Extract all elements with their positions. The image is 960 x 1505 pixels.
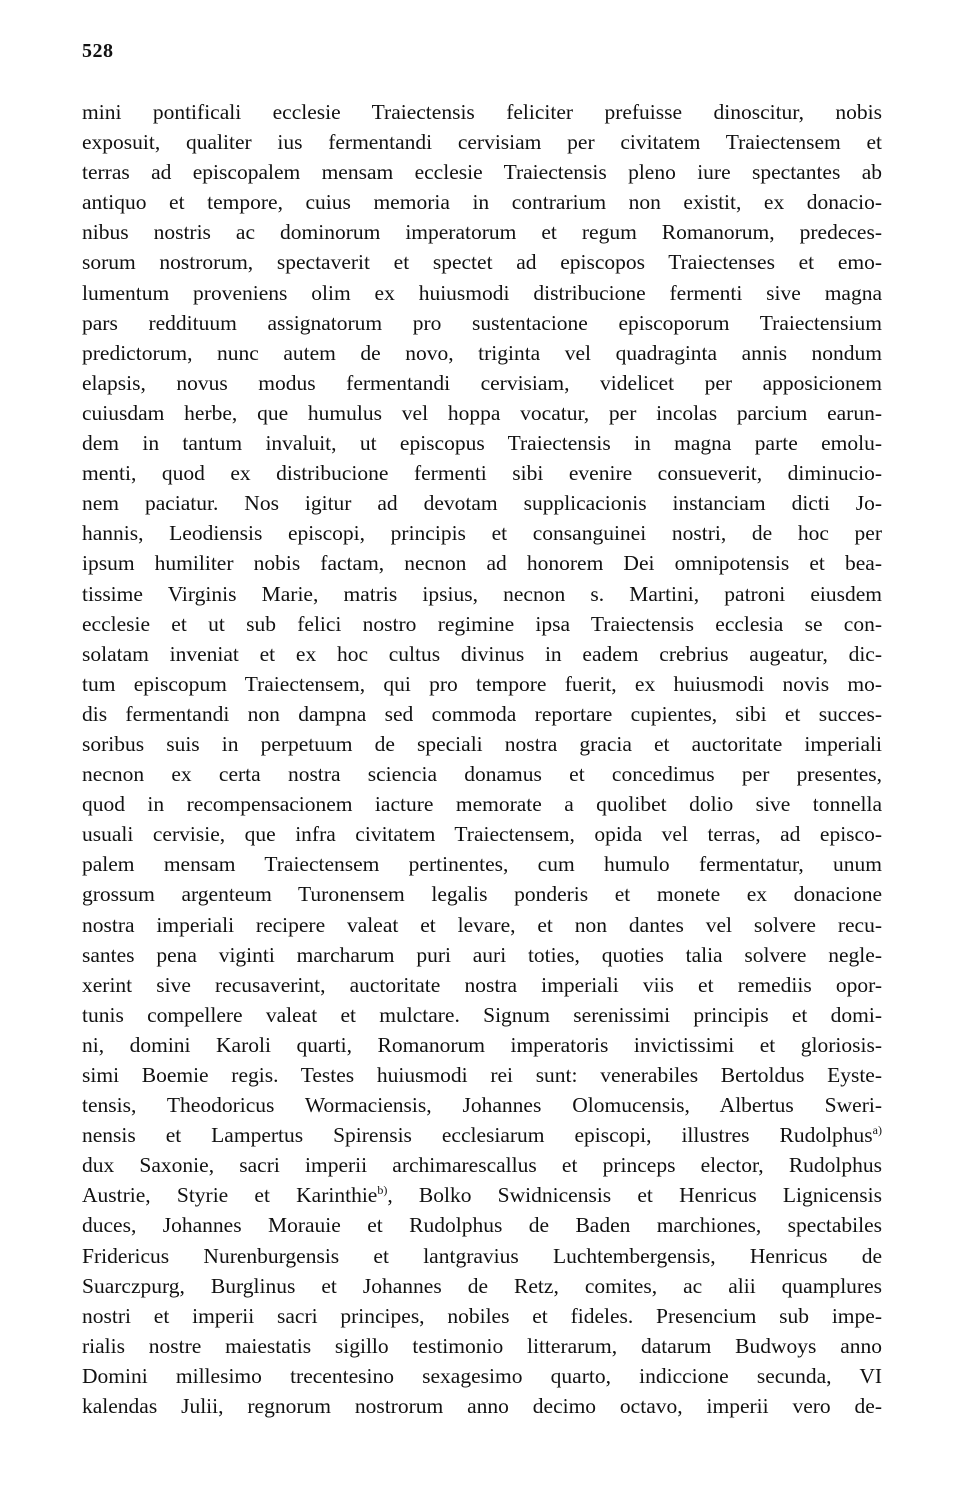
text-line: tensis, Theodoricus Wormaciensis, Johannes Olomucensis, Albertus Sweri- — [82, 1093, 882, 1118]
text-line: ipsum humiliter nobis factam, necnon ad honorem Dei omnipotensis et bea- — [82, 551, 882, 576]
text-line: Suarczpurg, Burglinus et Johannes de Retz, comites, ac alii quamplures — [82, 1273, 882, 1298]
text-segment: Austrie, Styrie et Karinthie — [82, 1183, 378, 1208]
text-line: nostra imperiali recipere valeat et levare, et non dantes vel solvere recu- — [82, 912, 882, 937]
footnote-mark-b: b) — [377, 1183, 388, 1198]
text-line: xerint sive recusaverint, auctoritate nostra imperiali viis et remediis opor- — [82, 972, 882, 997]
text-line: terras ad episcopalem mensam ecclesie Traiectensis pleno iure spectantes ab — [82, 160, 882, 185]
text-line: sorum nostrorum, spectaverit et spectet ad episcopos Traiectenses et emo- — [82, 250, 882, 275]
text-line: simi Boemie regis. Testes huiusmodi rei sunt: venerabiles Bertoldus Eyste- — [82, 1063, 882, 1087]
text-line-with-footnote-b — [82, 1180, 882, 1210]
text-line: pars reddituum assignatorum pro sustentacione episcoporum Traiectensium — [82, 310, 882, 335]
text-line: mini pontificali ecclesie Traiectensis feliciter prefuisse dinoscitur, nobis — [82, 100, 882, 124]
text-line: tunis compellere valeat et mulctare. Signum serenissimi principis et domi- — [82, 1002, 882, 1027]
text-line: tum episcopum Traiectensem, qui pro tempore fuerit, ex huiusmodi novis mo- — [82, 671, 882, 696]
text-line-with-footnote-a — [82, 1120, 882, 1150]
text-line: dem in tantum invaluit, ut episcopus Traiectensis in magna parte emolu- — [82, 431, 882, 456]
text-line: elapsis, novus modus fermentandi cervisiam, videlicet per apposicionem — [82, 370, 882, 395]
text-line: usuali cervisie, que infra civitatem Traiectensem, opida vel terras, ad episco- — [82, 822, 882, 847]
text-line: ni, domini Karoli quarti, Romanorum imperatoris invictissimi et gloriosis- — [82, 1032, 882, 1057]
text-line: ecclesie et ut sub felici nostro regimine ipsa Traiectensis ecclesia se con- — [82, 611, 882, 636]
body-text — [82, 97, 882, 1421]
text-line: menti, quod ex distribucione fermenti sibi evenire consueverit, diminucio- — [82, 461, 882, 486]
text-line: cuiusdam herbe, que humulus vel hoppa vocatur, per incolas parcium earun- — [82, 400, 882, 425]
text-segment: , Bolko Swidnicensis et Henricus Lignicensis — [387, 1183, 883, 1208]
text-line: rialis nostre maiestatis sigillo testimonio litterarum, datarum Budwoys anno — [82, 1333, 882, 1358]
text-line: tissime Virginis Marie, matris ipsius, necnon s. Martini, patroni eiusdem — [82, 581, 882, 606]
text-line: antiquo et tempore, cuius memoria in contrarium non existit, ex donacio- — [82, 190, 882, 215]
text-line: duces, Johannes Morauie et Rudolphus de Baden marchiones, spectabiles — [82, 1213, 882, 1238]
page-number: 528 — [82, 40, 114, 62]
text-line: lumentum proveniens olim ex huiusmodi distribucione fermenti sive magna — [82, 280, 882, 305]
text-line: santes pena viginti marcharum puri auri toties, quoties talia solvere negle- — [82, 942, 882, 967]
text-line: grossum argenteum Turonensem legalis ponderis et monete ex donacione — [82, 882, 882, 907]
text-line: soribus suis in perpetuum de speciali nostra gracia et auctoritate imperiali — [82, 731, 882, 756]
text-line: nibus nostris ac dominorum imperatorum et regum Romanorum, predeces- — [82, 220, 882, 245]
text-line: dux Saxonie, sacri imperii archimarescallus et princeps elector, Rudolphus — [82, 1153, 882, 1178]
text-line: Fridericus Nurenburgensis et lantgravius Luchtembergensis, Henricus de — [82, 1243, 882, 1268]
text-line: kalendas Julii, regnorum nostrorum anno decimo octavo, imperii vero de- — [82, 1394, 882, 1419]
text-line: nem paciatur. Nos igitur ad devotam supplicacionis instanciam dicti Jo- — [82, 491, 882, 516]
text-line: solatam inveniat et ex hoc cultus divinus in eadem crebrius augeatur, dic- — [82, 641, 882, 666]
footnote-mark-a: a) — [872, 1123, 882, 1138]
text-line: predictorum, nunc autem de novo, triginta vel quadraginta annis nondum — [82, 340, 882, 365]
text-line: necnon ex certa nostra sciencia donamus et concedimus per presentes, — [82, 762, 882, 787]
text-line: nostri et imperii sacri principes, nobiles et fideles. Presencium sub impe- — [82, 1303, 882, 1328]
text-line: dis fermentandi non dampna sed commoda reportare cupientes, sibi et succes- — [82, 701, 882, 726]
text-segment: nensis et Lampertus Spirensis ecclesiarum episcopi, illustres Rudolphus — [82, 1123, 873, 1148]
text-line: hannis, Leodiensis episcopi, principis et consanguinei nostri, de hoc per — [82, 521, 882, 546]
text-line: palem mensam Traiectensem pertinentes, cum humulo fermentatur, unum — [82, 852, 882, 877]
text-line: exposuit, qualiter ius fermentandi cervisiam per civitatem Traiectensem et — [82, 130, 882, 155]
text-line: Domini millesimo trecentesino sexagesimo quarto, indiccione secunda, VI — [82, 1363, 882, 1388]
text-line: quod in recompensacionem iacture memorate a quolibet dolio sive tonnella — [82, 792, 882, 817]
